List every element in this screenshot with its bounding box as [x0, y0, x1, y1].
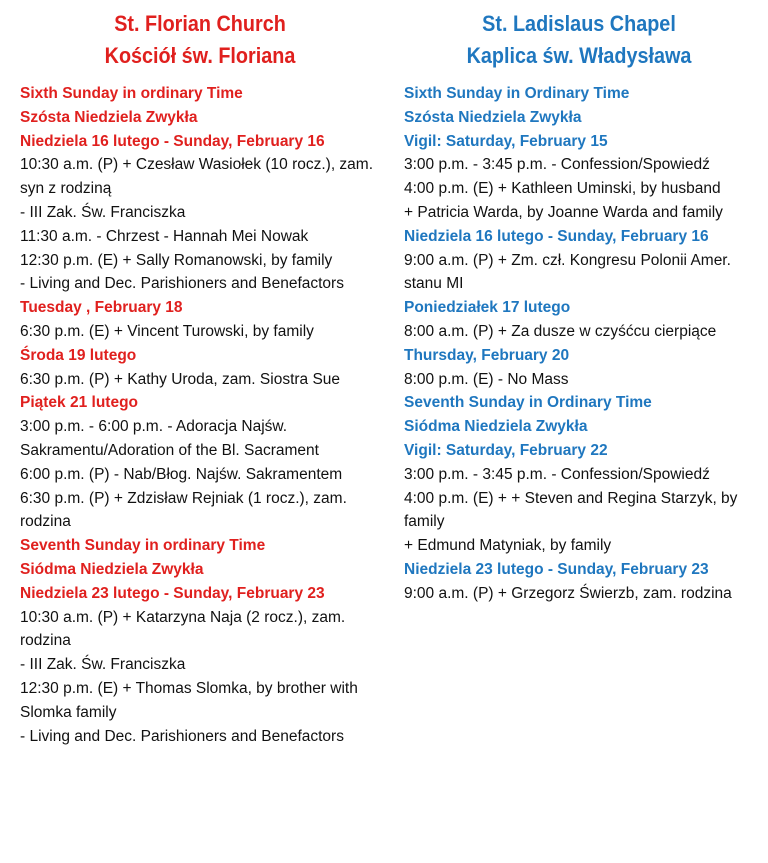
mass-intention: 11:30 a.m. - Chrzest - Hannah Mei Nowak: [20, 227, 309, 245]
st-florian-header: [20, 8, 380, 72]
mass-intention: 8:00 a.m. (P) + Za dusze w czyśćcu cierpiące: [404, 322, 717, 340]
mass-intention: + Edmund Matyniak, by family: [404, 537, 612, 555]
mass-intention: 3:00 p.m. - 6:00 p.m. - Adoracja Najśw. Sakramentu/Adoration of the Bl. Sacrament: [20, 418, 319, 459]
mass-intention: 6:30 p.m. (E) + Vincent Turowski, by family: [20, 322, 314, 340]
schedule-heading: Vigil: Saturday, February 22: [404, 441, 608, 459]
schedule-heading: Piątek 21 lutego: [20, 394, 139, 412]
schedule-heading: Tuesday , February 18: [20, 299, 183, 317]
mass-intention: 6:30 p.m. (P) + Zdzisław Rejniak (1 rocz.), zam. rodzina: [20, 489, 347, 531]
schedule-heading: Siódma Niedziela Zwykła: [20, 560, 204, 578]
schedule-heading: Siódma Niedziela Zwykła: [404, 418, 588, 436]
mass-intention: 9:00 a.m. (P) + Zm. czł. Kongresu Polonii Amer. stanu MI: [404, 251, 731, 293]
schedule-heading: Środa 19 lutego: [20, 346, 137, 364]
st-ladislaus-column: [404, 8, 754, 606]
st-ladislaus-mass-list: [404, 82, 754, 606]
schedule-heading: Szósta Niedziela Zwykła: [20, 108, 198, 126]
schedule-heading: Niedziela 23 lutego - Sunday, February 23: [20, 584, 325, 602]
schedule-heading: Poniedziałek 17 lutego: [404, 299, 571, 317]
st-florian-title-en: St. Florian Church: [114, 11, 286, 36]
st-ladislaus-title-pl: Kaplica św. Władysława: [466, 43, 692, 68]
mass-intention: 4:00 p.m. (E) + Kathleen Uminski, by husband: [404, 180, 721, 198]
st-florian-mass-list: [20, 82, 380, 748]
schedule-heading: Sixth Sunday in ordinary Time: [20, 85, 243, 102]
mass-intention: - III Zak. Św. Franciszka: [20, 203, 186, 221]
st-ladislaus-header: [404, 8, 754, 72]
st-florian-column: [20, 8, 380, 748]
schedule-heading: Szósta Niedziela Zwykła: [404, 108, 582, 126]
schedule-heading: Seventh Sunday in ordinary Time: [20, 537, 266, 555]
mass-intention: - Living and Dec. Parishioners and Benefactors: [20, 275, 344, 293]
mass-intention: 6:30 p.m. (P) + Kathy Uroda, zam. Siostra Sue: [20, 370, 341, 388]
mass-intention: 10:30 a.m. (P) + Czesław Wasiołek (10 rocz.), zam. syn z rodziną: [20, 156, 374, 198]
schedule-heading: Niedziela 16 lutego - Sunday, February 16: [20, 132, 325, 150]
schedule-heading: Niedziela 23 lutego - Sunday, February 23: [404, 560, 709, 578]
st-ladislaus-title-en: St. Ladislaus Chapel: [482, 11, 676, 36]
st-florian-title-pl: Kościół św. Floriana: [104, 43, 296, 68]
mass-intention: 3:00 p.m. - 3:45 p.m. - Confession/Spowiedź: [404, 156, 710, 174]
schedule-heading: Sixth Sunday in Ordinary Time: [404, 85, 630, 102]
schedule-heading: Vigil: Saturday, February 15: [404, 132, 608, 150]
mass-intention: 12:30 p.m. (E) + Thomas Slomka, by brother with Slomka family: [20, 679, 358, 721]
schedule-heading: Niedziela 16 lutego - Sunday, February 16: [404, 227, 709, 245]
schedule-heading: Thursday, February 20: [404, 346, 570, 364]
mass-intention: 3:00 p.m. - 3:45 p.m. - Confession/Spowiedź: [404, 465, 710, 483]
mass-intention: 8:00 p.m. (E) - No Mass: [404, 370, 569, 388]
mass-intention: 10:30 a.m. (P) + Katarzyna Naja (2 rocz.), zam. rodzina: [20, 608, 346, 650]
mass-intention: 6:00 p.m. (P) - Nab/Błog. Najśw. Sakramentem: [20, 465, 343, 483]
mass-intention: 12:30 p.m. (E) + Sally Romanowski, by family: [20, 251, 333, 269]
mass-intention: 9:00 a.m. (P) + Grzegorz Świerzb, zam. rodzina: [404, 584, 732, 602]
mass-intention: + Patricia Warda, by Joanne Warda and family: [404, 203, 723, 221]
schedule-heading: Seventh Sunday in Ordinary Time: [404, 394, 652, 412]
mass-intention: - III Zak. Św. Franciszka: [20, 656, 186, 674]
mass-intention: - Living and Dec. Parishioners and Benefactors: [20, 727, 344, 745]
mass-intention: 4:00 p.m. (E) + + Steven and Regina Starzyk, by family: [404, 489, 738, 531]
